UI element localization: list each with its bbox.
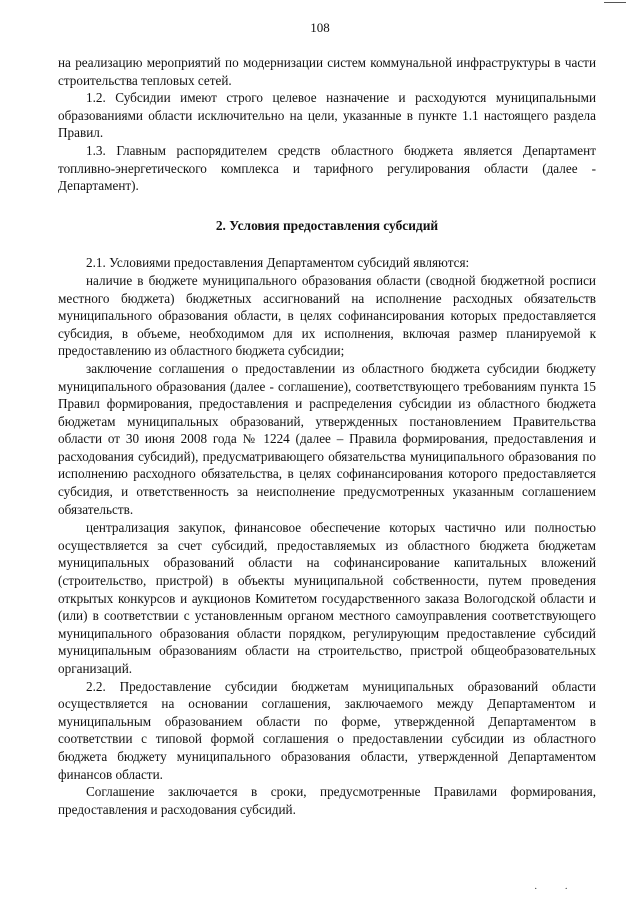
page-number: 108 — [310, 20, 330, 35]
paragraph-1-3: 1.3. Главным распорядителем средств областного бюджета является Департамент топливно-энергетического комплекса и тарифного регулирования области (далее - Департамент). — [58, 142, 596, 194]
paragraph-condition-agreement: заключение соглашения о предоставлении из областного бюджета субсидии бюджету муниципального образования (далее - соглашение), соответствующего требованиям пункта 15 Правил формирования, предоставления и распределения субсидии из областного бюджета бюджетам муниципальных образований, утвержденных постановлением Правительства области от 30 июня 2008 года № 1224 (далее – Правила формирования, предоставления и расходования субсидий), предусматривающего обязательства муниципального образования по исполнению расходного обязательства, в целях софинансирования которого предоставляется субсидия, и ответственность за неисполнение предусмотренных указанным соглашением обязательств. — [58, 360, 596, 517]
corner-scan-mark — [604, 0, 626, 3]
paragraph-2-1: 2.1. Условиями предоставления Департаментом субсидий являются: — [86, 255, 470, 271]
paragraph-2-2: 2.2. Предоставление субсидии бюджетам муниципальных образований области осуществляется на основании соглашения, заключаемого между Департаментом и муниципальным образованием области по форме, утвержденной Департаментом в соответствии с типовой формой соглашения о предоставлении субсидии из областного бюджета бюджету муниципального образования области, утвержденной Департаментом финансов области. — [58, 678, 596, 782]
section-title: 2. Условия предоставления субсидий — [215, 217, 439, 233]
paragraph-1-2: 1.2. Субсидии имеют строго целевое назначение и расходуются муниципальными образованиями области исключительно на цели, указанные в пункте 1.1 настоящего раздела Правил. — [58, 90, 596, 141]
scan-dots: · · — [533, 883, 580, 895]
document-body — [58, 54, 596, 818]
paragraph-condition-procurement: централизация закупок, финансовое обеспечение которых частично или полностью осуществляется за счет субсидий, предоставляемых из областного бюджета бюджетам муниципальных образований области на софинансирование капитальных вложений (строительство, пристрой) в объекты муниципальной собственности, путем проведения открытых конкурсов и аукционов Комитетом государственного заказа Вологодской области и (или) в соответствии с установленным органом местного самоуправления соответствующего муниципального образования области порядком, регулирующим предоставление субсидий муниципальным образованиям области на строительство, пристрой общеобразовательных организаций. — [58, 520, 596, 676]
paragraph-agreement-terms: Соглашение заключается в сроки, предусмотренные Правилами формирования, предоставления и расходования субсидий. — [58, 784, 596, 817]
paragraph-continuation: на реализацию мероприятий по модернизации систем коммунальной инфраструктуры в части строительства тепловых сетей. — [58, 55, 596, 88]
paragraph-condition-budget: наличие в бюджете муниципального образования области (сводной бюджетной росписи местного бюджета) бюджетных ассигнований на исполнение расходных обязательств муниципального образования области, в целях софинансирования которых предоставляется субсидия, в объеме, необходимом для их исполнения, включая размер планируемой к предоставлению из областного бюджета субсидии; — [58, 272, 596, 359]
